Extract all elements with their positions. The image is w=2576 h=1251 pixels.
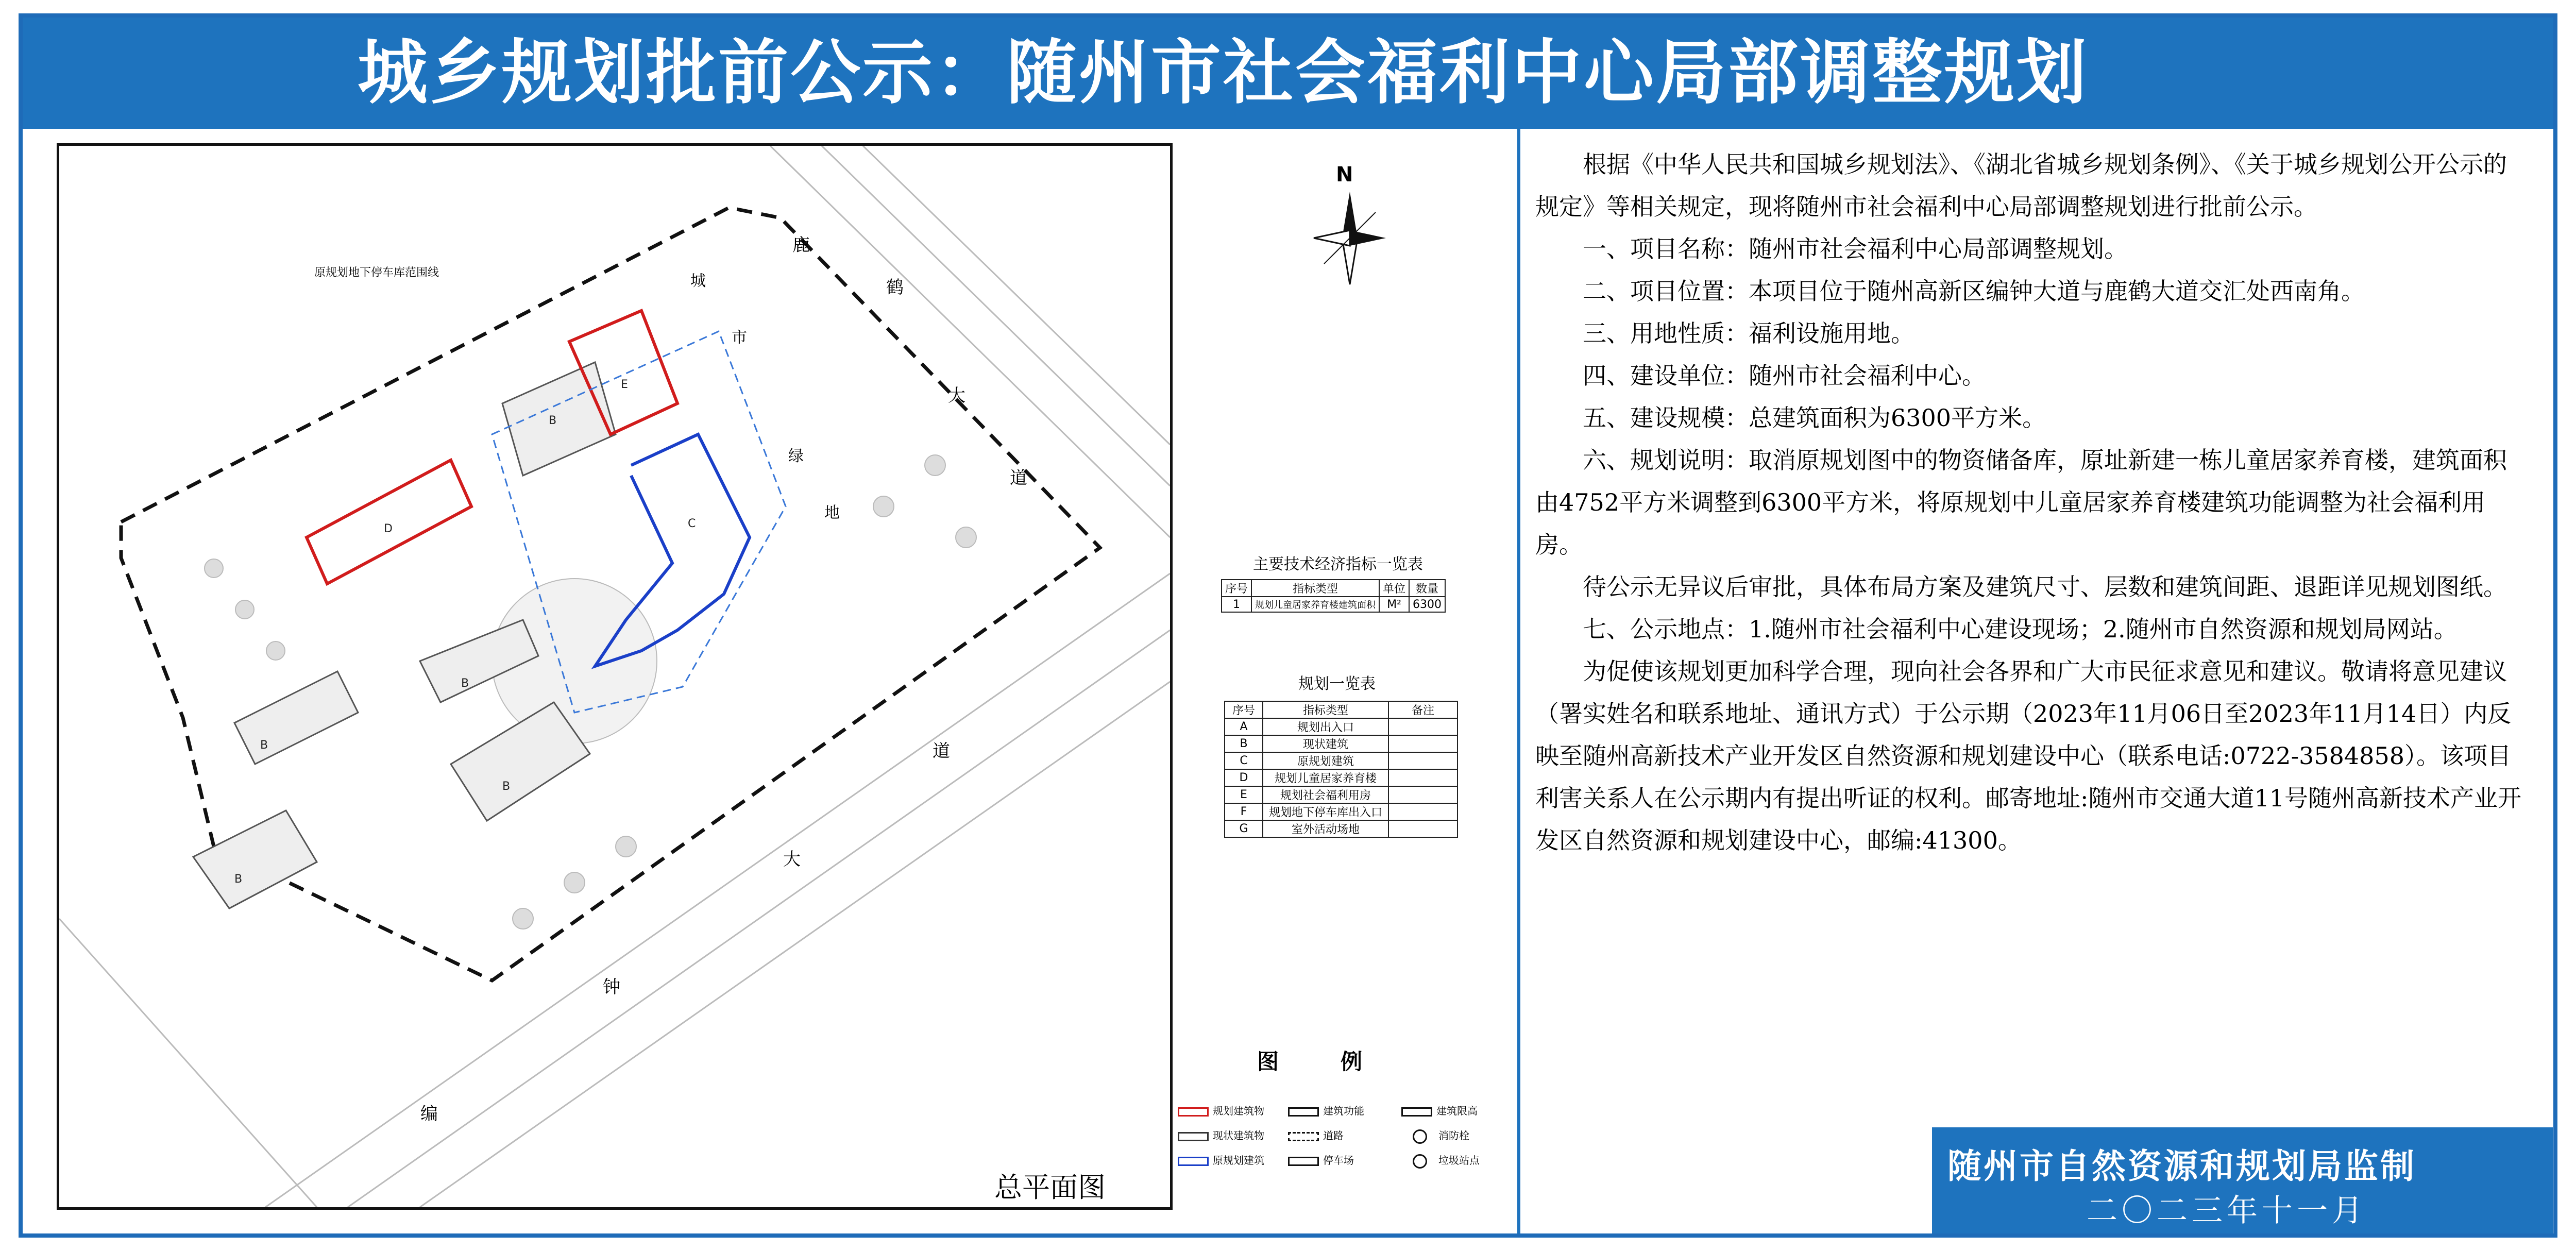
legend-label: 原规划建筑 [1213,1154,1264,1167]
plan-cell: 规划儿童居家养育楼 [1263,769,1388,786]
legend-swatch [1178,1132,1209,1141]
plan-cell [1388,786,1458,803]
road-label-dao2: 道 [933,741,950,762]
plan-cell [1388,803,1458,820]
tech-cell: 6300 [1409,597,1445,612]
legend-swatch [1178,1157,1209,1166]
plan-cell: D [1225,769,1263,786]
legend-item-existing [1178,1127,1264,1142]
site-plan-drawing [59,146,1170,1207]
plan-cell: 规划出入口 [1263,718,1388,735]
plan-cell: C [1225,752,1263,769]
legend-label: 建筑功能 [1323,1105,1364,1117]
plan-header-2: 指标类型 [1263,701,1388,718]
legend-item-hydrant [1401,1127,1469,1144]
notice-paragraph: 三、用地性质：福利设施用地。 [1583,319,1914,347]
legend-item-function [1288,1103,1364,1118]
plan-table [1224,701,1458,838]
legend-swatch [1288,1157,1319,1166]
tech-cell: 规划儿童居家养育楼建筑面积 [1251,597,1379,612]
legend-title: 图例 [1257,1049,1425,1074]
legend-label: 建筑限高 [1436,1105,1478,1117]
plan-cell [1388,769,1458,786]
plan-cell: 原规划建筑 [1263,752,1388,769]
tech-header-3: 单位 [1379,580,1409,597]
road-label-cheng: 城 [690,272,706,290]
road-label-di: 地 [824,504,840,522]
tech-cell: M² [1379,597,1409,612]
signature-date: 二〇二三年十一月 [2087,1193,2367,1229]
plan-cell [1388,735,1458,752]
garbage-icon [1413,1154,1427,1169]
plan-table-title: 规划一览表 [1298,675,1376,693]
tech-header-1: 序号 [1222,580,1251,597]
page-title: 城乡规划批前公示：随州市社会福利中心局部调整规划 [23,18,2553,129]
road-label-da2: 大 [783,849,801,870]
svg-text:C: C [688,517,696,530]
legend-item-road [1288,1127,1344,1142]
planned-buildings [307,311,677,584]
svg-text:B: B [549,414,557,427]
road-label-he: 鹤 [886,277,904,298]
road-label-lu: 鹿 [792,235,810,256]
legend-item-height [1401,1103,1478,1118]
column-divider [1517,129,1520,1233]
notice-paragraph: 二、项目位置：本项目位于随州高新区编钟大道与鹿鹤大道交汇处西南角。 [1583,277,2365,305]
svg-text:E: E [621,378,628,391]
road-label-shi: 市 [732,329,747,347]
legend-item-original [1178,1152,1264,1167]
plan-cell: G [1225,820,1263,837]
legend-swatch [1288,1107,1319,1117]
plan-cell: 规划地下停车库出入口 [1263,803,1388,820]
plan-cell: E [1225,786,1263,803]
notice-paragraph: 六、规划说明：取消原规划图中的物资储备库，原址新建一栋儿童居家养育楼，建筑面积由4752平方米调整到6300平方米，将原规划中儿童居家养育楼建筑功能调整为社会福利用房。 [1535,446,2507,559]
legend-item-planned [1178,1103,1264,1118]
notice-paragraph: 七、公示地点：1.随州市社会福利中心建设现场；2.随州市自然资源和规划局网站。 [1583,615,2458,643]
plan-cell: A [1225,718,1263,735]
road-label-bian: 编 [420,1104,438,1124]
underground-label: 原规划地下停车库范围线 [314,266,439,279]
legend-label: 规划建筑物 [1213,1105,1264,1117]
plan-cell: B [1225,735,1263,752]
legend-label: 停车场 [1323,1154,1354,1167]
road-label-da1: 大 [948,385,965,406]
notice-paragraph: 为促使该规划更加科学合理，现向社会各界和广大市民征求意见和建议。敬请将意见建议（署实姓名和联系地址、通讯方式）于公示期（2023年11月06日至2023年11月14日）内反映至随州高新技术产业开发区自然资源和规划建设中心（联系电话:0722-3584858）。该项目利害关系人在公示期内有提出听证的权利。邮寄地址:随州市交通大道11号随州高新技术产业开发区自然资源和规划建设中心，邮编:41300。 [1535,657,2522,854]
legend-swatch [1401,1107,1432,1117]
plan-header-3: 备注 [1388,701,1458,718]
notice-paragraph: 四、建设单位：随州市社会福利中心。 [1583,362,1986,390]
plan-cell [1388,820,1458,837]
road-label-lv: 绿 [788,447,804,465]
plan-cell: 现状建筑 [1263,735,1388,752]
plan-cell [1388,752,1458,769]
legend-label: 现状建筑物 [1213,1129,1264,1142]
north-label: N [1336,163,1353,187]
tech-header-2: 指标类型 [1251,580,1379,597]
svg-text:B: B [234,873,243,886]
legend-item-garbage [1401,1152,1480,1169]
signature-org: 随州市自然资源和规划局监制 [1947,1146,2416,1186]
hydrant-icon [1413,1129,1427,1144]
notice-text [1535,143,2524,861]
legend-swatch [1288,1132,1319,1141]
plan-header-1: 序号 [1225,701,1263,718]
svg-text:D: D [384,522,393,535]
tech-cell: 1 [1222,597,1251,612]
svg-text:B: B [461,677,469,690]
signature-box [1932,1127,2553,1233]
road-label-zhong: 钟 [603,977,620,998]
legend-item-parking [1288,1152,1354,1167]
original-plan-building [595,434,750,666]
road-label-dao1: 道 [1010,468,1027,488]
plan-cell: 室外活动场地 [1263,820,1388,837]
legend-label: 道路 [1323,1129,1344,1142]
site-plan [57,143,1173,1210]
notice-paragraph: 一、项目名称：随州市社会福利中心局部调整规划。 [1583,235,2128,263]
legend-swatch [1178,1107,1209,1117]
svg-text:B: B [260,739,268,752]
plan-cell [1388,718,1458,735]
legend-label: 消防栓 [1438,1129,1469,1142]
notice-paragraph: 五、建设规模：总建筑面积为6300平方米。 [1583,404,2046,432]
tech-table [1221,579,1446,613]
plan-caption: 总平面图 [994,1171,1106,1204]
notice-paragraph: 待公示无异议后审批，具体布局方案及建筑尺寸、层数和建筑间距、退距详见规划图纸。 [1583,573,2507,601]
svg-text:B: B [502,780,511,793]
plan-cell: 规划社会福利用房 [1263,786,1388,803]
legend-label: 垃圾站点 [1438,1154,1480,1167]
tech-header-4: 数量 [1409,580,1445,597]
plan-cell: F [1225,803,1263,820]
notice-paragraph: 根据《中华人民共和国城乡规划法》、《湖北省城乡规划条例》、《关于城乡规划公开公示的规定》等相关规定，现将随州市社会福利中心局部调整规划进行批前公示。 [1535,150,2507,221]
tech-table-title: 主要技术经济指标一览表 [1253,555,1423,573]
